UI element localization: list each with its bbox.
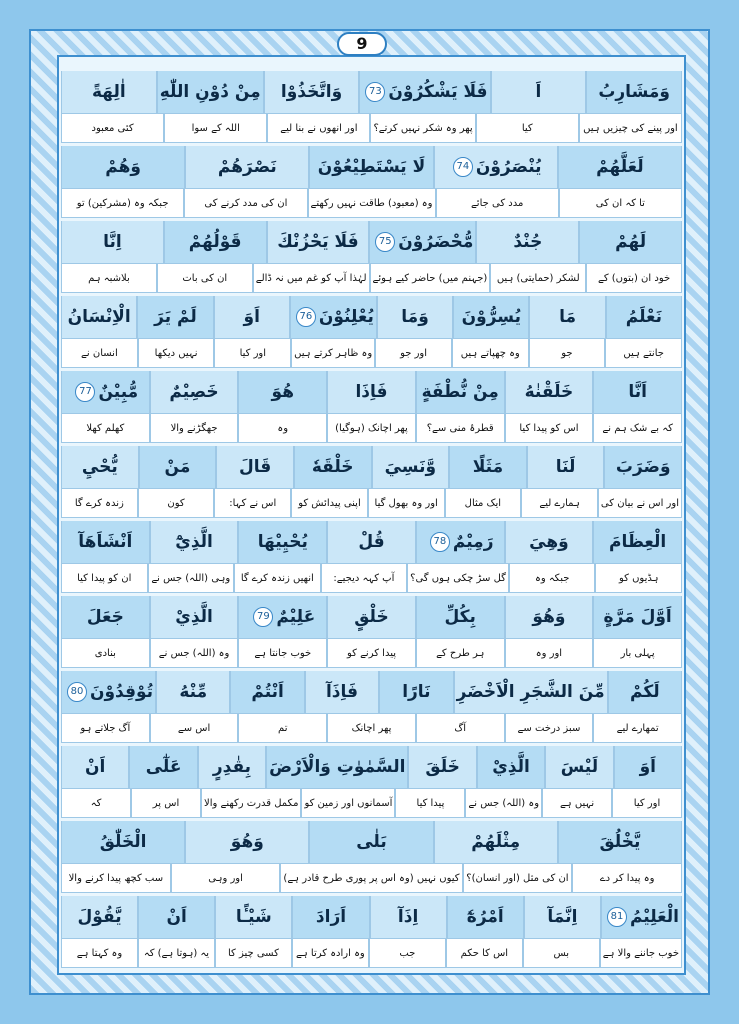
arabic-word-text: قَوْلُهُمْ: [188, 232, 242, 252]
urdu-translation: اور جو: [375, 338, 452, 368]
translation-row: [61, 788, 682, 818]
urdu-translation: وہ (اللہ) جس نے: [465, 788, 542, 818]
urdu-translation: ہمارے لیے: [521, 488, 598, 518]
urdu-translation: اللہ کے سوا: [164, 113, 267, 143]
arabic-word-text: شَيْـًٔا: [235, 907, 272, 927]
urdu-translation: کون: [138, 488, 215, 518]
urdu-translation: اس نے کہا:: [214, 488, 291, 518]
arabic-word: [138, 896, 215, 938]
arabic-word: [238, 371, 327, 413]
arabic-word: [129, 746, 197, 788]
urdu-translation: وہ ظاہر کرتے ہیں: [291, 338, 375, 368]
arabic-word-text: يُّحْيِ: [81, 457, 118, 477]
urdu-translation: وہ ارادہ کرتا ہے: [292, 938, 369, 968]
arabic-word: [477, 746, 545, 788]
arabic-word-text: الْعَلِيْمُ: [629, 907, 679, 927]
urdu-translation: اور وہ: [505, 638, 594, 668]
arabic-word-text: لَمْ يَرَ: [154, 307, 197, 327]
arabic-row: [61, 221, 682, 263]
urdu-translation: جو: [529, 338, 606, 368]
arabic-word-text: خَصِيْمٌ: [169, 382, 219, 402]
urdu-translation: اپنی پیدائش کو: [291, 488, 368, 518]
translation-row: [61, 488, 682, 518]
arabic-word-text: عَلِيْمٌ: [276, 607, 316, 627]
urdu-translation: اور وہی: [171, 863, 281, 893]
arabic-word: [290, 296, 377, 338]
urdu-translation: پیدا کرنے کو: [327, 638, 416, 668]
arabic-word: [593, 596, 682, 638]
urdu-translation: لشکر (حمایتی) ہیں: [490, 263, 586, 293]
arabic-word-text: وَّنَسِيَ: [384, 457, 437, 477]
arabic-word-text: لَيْسَ: [560, 757, 599, 777]
urdu-translation: یہ (ہوتا ہے) کہ: [138, 938, 215, 968]
arabic-word: [214, 296, 290, 338]
urdu-translation: پہلی بار: [593, 638, 682, 668]
arabic-word: [377, 296, 453, 338]
arabic-word: [359, 71, 490, 113]
urdu-translation: نہیں ہے: [542, 788, 612, 818]
arabic-word: [327, 521, 416, 563]
urdu-translation: اور کیا: [214, 338, 291, 368]
urdu-translation: (جہنم میں) حاضر کیے ہوئے: [370, 263, 491, 293]
arabic-word: [264, 71, 360, 113]
urdu-translation: کیا: [476, 113, 579, 143]
urdu-translation: انھیں زندہ کرے گا: [234, 563, 321, 593]
arabic-word: [139, 446, 217, 488]
arabic-word-text: وَهُمْ: [105, 157, 141, 177]
arabic-word: [379, 671, 453, 713]
urdu-translation: جبکہ وہ (مشرکین) تو: [61, 188, 184, 218]
urdu-translation: وہ (اللہ) جس نے: [150, 638, 239, 668]
arabic-word: [150, 596, 239, 638]
arabic-word-text: اَرَادَ: [315, 907, 347, 927]
arabic-row: [61, 71, 682, 113]
arabic-word-text: يَّقُوْلَ: [77, 907, 122, 927]
arabic-word-text: اَنْ: [85, 757, 106, 777]
arabic-word-text: السَّمٰوٰتِ وَالْاَرْضَ: [269, 757, 406, 777]
arabic-word-text: اَوَ: [639, 757, 657, 777]
arabic-word: [416, 371, 505, 413]
arabic-word: [266, 746, 408, 788]
arabic-word-text: عَلٰٓى: [145, 757, 182, 777]
arabic-word: [372, 446, 450, 488]
arabic-word-text: مِّنْهُ: [179, 682, 208, 702]
arabic-word-text: وَهُوَ: [230, 832, 264, 852]
urdu-translation: اور کیا: [612, 788, 682, 818]
page-border-frame: [29, 29, 710, 995]
arabic-word: [527, 446, 605, 488]
arabic-word: [216, 446, 294, 488]
arabic-word: [369, 221, 476, 263]
verse-line: [61, 71, 682, 143]
arabic-word: [434, 821, 558, 863]
arabic-word-text: مُّبِيْنٌ: [98, 382, 139, 402]
urdu-translation: گل سڑ چکی ہوں گی؟: [407, 563, 509, 593]
urdu-translation: وہ (معبود) طاقت نہیں رکھتے: [308, 188, 436, 218]
arabic-word-text: خَلَقْنٰهُ: [524, 382, 574, 402]
urdu-translation: ہڈیوں کو: [595, 563, 682, 593]
arabic-word-text: الَّذِيْ: [175, 607, 213, 627]
urdu-translation: قطرۂ منی سے؟: [416, 413, 505, 443]
translation-row: [61, 563, 682, 593]
page-number-badge: 9: [337, 32, 387, 56]
arabic-word-text: وَمَشَارِبُ: [598, 82, 670, 102]
urdu-translation: کہ بے شک ہم نے: [593, 413, 682, 443]
arabic-word-text: يُسِرُّوْنَ: [461, 307, 521, 327]
arabic-word-text: وَاتَّخَذُوْا: [280, 82, 343, 102]
arabic-word-text: رَمِيْمٌ: [452, 532, 494, 552]
arabic-word: [61, 746, 129, 788]
verse-number-marker: 81: [607, 907, 627, 927]
arabic-word: [61, 446, 139, 488]
arabic-word: [61, 296, 137, 338]
arabic-word-text: الْعِظَامَ: [609, 532, 667, 552]
arabic-word-text: الَّذِيْ: [492, 757, 530, 777]
arabic-word-text: مِثْلَهُمْ: [471, 832, 521, 852]
arabic-word: [453, 296, 529, 338]
urdu-translation: وہ کہتا ہے: [61, 938, 138, 968]
urdu-translation: ان کی مدد کرنے کی: [184, 188, 307, 218]
arabic-word-text: يُنْصَرُوْنَ: [475, 157, 542, 177]
verse-line: [61, 821, 682, 893]
urdu-translation: لہٰذا آپ کو غم میں نہ ڈالے: [253, 263, 370, 293]
arabic-word: [606, 296, 682, 338]
arabic-word: [447, 896, 524, 938]
urdu-translation: پھر اچانک (ہوگیا): [327, 413, 416, 443]
arabic-word-text: يُعْلِنُوْنَ: [318, 307, 374, 327]
arabic-word-text: لَكُمْ: [630, 682, 660, 702]
arabic-word-text: اَنْتُمْ: [251, 682, 284, 702]
urdu-translation: ہر طرح کے: [416, 638, 505, 668]
arabic-word: [156, 671, 230, 713]
arabic-word-text: لَهُمْ: [615, 232, 647, 252]
urdu-translation: اور انھوں نے بنا لیے: [267, 113, 370, 143]
arabic-word-text: مِنْ دُوْنِ اللّٰهِ: [159, 82, 261, 102]
arabic-word: [305, 671, 379, 713]
arabic-word: [586, 71, 682, 113]
arabic-word-text: جَعَلَ: [86, 607, 124, 627]
arabic-word: [137, 296, 213, 338]
arabic-word-text: فَاِذَآ: [325, 682, 359, 702]
verse-line: [61, 671, 682, 743]
arabic-word-text: قَالَ: [238, 457, 272, 477]
arabic-word-text: اَمْرُهٗٓ: [466, 907, 504, 927]
arabic-word-text: خَلْقَهٗ: [311, 457, 354, 477]
arabic-word-text: فَاِذَا: [355, 382, 388, 402]
arabic-word: [198, 746, 266, 788]
arabic-word-text: نَارًا: [402, 682, 431, 702]
arabic-row: [61, 446, 682, 488]
verse-line: [61, 221, 682, 293]
arabic-word-text: اَنَّا: [628, 382, 647, 402]
translation-row: [61, 188, 682, 218]
urdu-translation: وہ: [238, 413, 327, 443]
arabic-word: [614, 746, 682, 788]
urdu-translation: جھگڑنے والا: [150, 413, 239, 443]
arabic-word-text: لَعَلَّهُمْ: [596, 157, 644, 177]
arabic-row: [61, 746, 682, 788]
urdu-translation: سبز درخت سے: [505, 713, 594, 743]
arabic-word-text: اِذَآ: [397, 907, 419, 927]
arabic-word-text: مُّحْضَرُوْنَ: [398, 232, 474, 252]
arabic-word: [294, 446, 372, 488]
arabic-word-text: وَهُوَ: [532, 607, 566, 627]
arabic-word: [505, 596, 594, 638]
arabic-word-text: فَلَا يَحْزُنْكَ: [277, 232, 359, 252]
verse-line: [61, 146, 682, 218]
arabic-word: [558, 821, 682, 863]
urdu-translation: آگ جلاتے ہو: [61, 713, 150, 743]
arabic-word: [238, 596, 327, 638]
translation-row: [61, 938, 682, 968]
arabic-word: [267, 221, 370, 263]
arabic-word-text: فَلَا يَشْكُرُوْنَ: [388, 82, 488, 102]
arabic-word: [61, 371, 150, 413]
arabic-word: [61, 896, 138, 938]
verse-line: [61, 596, 682, 668]
urdu-translation: انسان نے: [61, 338, 138, 368]
urdu-translation: اس سے: [150, 713, 239, 743]
urdu-translation: وہی (اللہ) جس نے: [148, 563, 235, 593]
arabic-row: [61, 821, 682, 863]
urdu-translation: کیوں نہیں (وہ اس پر پوری طرح قادر ہے): [280, 863, 462, 893]
arabic-word: [593, 521, 682, 563]
urdu-translation: خوب جانتا ہے: [238, 638, 327, 668]
arabic-word-text: تُوْقِدُوْنَ: [89, 682, 154, 702]
arabic-word: [185, 821, 309, 863]
arabic-word: [185, 146, 309, 188]
arabic-row: [61, 671, 682, 713]
arabic-word: [579, 221, 682, 263]
arabic-word-text: اَنْشَاَهَآ: [78, 532, 133, 552]
translation-row: [61, 263, 682, 293]
arabic-word: [529, 296, 605, 338]
arabic-word: [370, 896, 447, 938]
arabic-word: [327, 371, 416, 413]
arabic-word-text: خَلَقَ: [425, 757, 460, 777]
translation-row: [61, 413, 682, 443]
arabic-word: [61, 671, 156, 713]
arabic-word: [61, 221, 164, 263]
verse-line: [61, 521, 682, 593]
urdu-translation: آگ: [416, 713, 505, 743]
arabic-word: [545, 746, 613, 788]
urdu-translation: کھلم کھلا: [61, 413, 150, 443]
arabic-word: [215, 896, 292, 938]
arabic-word-text: الْخَلّٰقُ: [99, 832, 147, 852]
arabic-word: [416, 596, 505, 638]
arabic-word: [454, 671, 608, 713]
urdu-translation: سب کچھ پیدا کرنے والا: [61, 863, 171, 893]
arabic-word-text: الْاِنْسَانُ: [67, 307, 131, 327]
arabic-word-text: لَنَا: [555, 457, 576, 477]
urdu-translation: آسمانوں اور زمین کو: [301, 788, 395, 818]
arabic-word: [505, 371, 594, 413]
urdu-translation: نہیں دیکھا: [138, 338, 215, 368]
arabic-word: [505, 521, 594, 563]
arabic-word-text: بِقٰدِرٍ: [212, 757, 252, 777]
arabic-word-text: هُوَ: [271, 382, 294, 402]
arabic-word-text: نَصْرَهُمْ: [217, 157, 277, 177]
arabic-word: [150, 371, 239, 413]
verse-number-marker: 76: [296, 307, 316, 327]
urdu-translation: مکمل قدرت رکھنے والا: [201, 788, 301, 818]
urdu-translation: بلاشبہ ہم: [61, 263, 157, 293]
arabic-word-text: مَثَلًا: [472, 457, 504, 477]
arabic-word: [164, 221, 267, 263]
urdu-translation: جبکہ وہ: [509, 563, 596, 593]
urdu-translation: کسی چیز کا: [215, 938, 292, 968]
arabic-word-text: نَعْلَمُ: [625, 307, 662, 327]
urdu-translation: پھر اچانک: [327, 713, 416, 743]
urdu-translation: خود ان (بتوں) کے: [586, 263, 682, 293]
arabic-word: [150, 521, 239, 563]
translation-row: [61, 338, 682, 368]
translation-row: [61, 713, 682, 743]
arabic-word: [238, 521, 327, 563]
verse-number-marker: 74: [453, 157, 473, 177]
urdu-translation: اس کا حکم: [446, 938, 523, 968]
urdu-translation: وہ پیدا کر دے: [572, 863, 682, 893]
urdu-translation: اور وہ بھول گیا: [368, 488, 445, 518]
arabic-word-text: جُنْدٌ: [513, 232, 543, 252]
arabic-word-text: قُلْ: [358, 532, 385, 552]
verse-number-marker: 73: [365, 82, 385, 102]
arabic-word-text: مَنْ: [164, 457, 191, 477]
arabic-word-text: مِّنَ الشَّجَرِ الْاَخْضَرِ: [456, 682, 605, 702]
arabic-word: [61, 821, 185, 863]
urdu-translation: ایک مثال: [445, 488, 522, 518]
arabic-word-text: يُحْيِيْهَا: [257, 532, 308, 552]
arabic-word-text: اٰلِهَةً: [92, 82, 126, 102]
page-content: [57, 55, 686, 975]
arabic-word-text: مِنْ نُّطْفَةٍ: [421, 382, 499, 402]
arabic-row: [61, 596, 682, 638]
arabic-word: [476, 221, 579, 263]
arabic-word-text: وَهِيَ: [529, 532, 569, 552]
urdu-translation: آپ کہہ دیجیے:: [321, 563, 408, 593]
urdu-translation: خوب جاننے والا ہے: [600, 938, 682, 968]
urdu-translation: پھر وہ شکر نہیں کرتے؟: [370, 113, 475, 143]
arabic-word: [524, 896, 601, 938]
arabic-word-text: يَّخْلُقَ: [599, 832, 641, 852]
arabic-word: [604, 446, 682, 488]
urdu-translation: کہ: [61, 788, 131, 818]
verse-line: [61, 746, 682, 818]
urdu-translation: اور پینے کی چیزیں ہیں: [579, 113, 682, 143]
arabic-word: [61, 521, 150, 563]
arabic-row: [61, 296, 682, 338]
urdu-translation: جب: [369, 938, 446, 968]
verse-line: [61, 446, 682, 518]
arabic-word: [309, 146, 433, 188]
verse-number-marker: 75: [375, 232, 395, 252]
translation-row: [61, 863, 682, 893]
verse-line: [61, 371, 682, 443]
arabic-word: [608, 671, 682, 713]
urdu-translation: وہ چھپاتے ہیں: [452, 338, 529, 368]
arabic-word-text: وَضَرَبَ: [615, 457, 671, 477]
arabic-word: [593, 371, 682, 413]
urdu-translation: اور اس نے بیان کی: [598, 488, 682, 518]
arabic-word: [327, 596, 416, 638]
arabic-word-text: اَوَّلَ مَرَّةٍ: [603, 607, 672, 627]
arabic-word: [601, 896, 682, 938]
urdu-translation: بس: [523, 938, 600, 968]
urdu-translation: مدد کی جائے: [436, 188, 559, 218]
verse-line: [61, 896, 682, 968]
verse-number-marker: 78: [430, 532, 450, 552]
arabic-word: [157, 71, 264, 113]
arabic-row: [61, 521, 682, 563]
urdu-translation: کئی معبود: [61, 113, 164, 143]
arabic-word: [61, 71, 157, 113]
arabic-word: [230, 671, 304, 713]
arabic-word-text: مَا: [559, 307, 577, 327]
urdu-translation: تا کہ ان کی: [559, 188, 682, 218]
arabic-row: [61, 146, 682, 188]
arabic-word-text: بِكُلِّ: [444, 607, 476, 627]
urdu-translation: جانتے ہیں: [605, 338, 682, 368]
arabic-word-text: اَنْ: [166, 907, 187, 927]
arabic-word: [449, 446, 527, 488]
arabic-word-text: بَلٰى: [356, 832, 387, 852]
verse-number-marker: 79: [253, 607, 273, 627]
translation-row: [61, 638, 682, 668]
urdu-translation: ان کی مثل (اور انسان)؟: [463, 863, 573, 893]
urdu-translation: ان کی بات: [157, 263, 253, 293]
urdu-translation: اس کو پیدا کیا: [505, 413, 594, 443]
urdu-translation: تمھارے لیے: [593, 713, 682, 743]
arabic-row: [61, 896, 682, 938]
verse-line: [61, 296, 682, 368]
verse-number-marker: 77: [75, 382, 95, 402]
arabic-word-text: لَا يَسْتَطِيْعُوْنَ: [317, 157, 426, 177]
arabic-word-text: خَلْقٍ: [354, 607, 389, 627]
arabic-word: [416, 521, 505, 563]
arabic-word-text: اِنَّمَآ: [547, 907, 578, 927]
arabic-word: [434, 146, 558, 188]
arabic-word-text: اَوَ: [243, 307, 260, 327]
urdu-translation: زندہ کرے گا: [61, 488, 138, 518]
arabic-word-text: اَ: [535, 82, 542, 102]
translation-row: [61, 113, 682, 143]
urdu-translation: تم: [238, 713, 327, 743]
urdu-translation: پیدا کیا: [395, 788, 465, 818]
arabic-word: [491, 71, 587, 113]
arabic-word: [292, 896, 369, 938]
arabic-word-text: اِنَّا: [103, 232, 122, 252]
urdu-translation: ان کو پیدا کیا: [61, 563, 148, 593]
urdu-translation: بنادی: [61, 638, 150, 668]
arabic-word: [558, 146, 682, 188]
arabic-word: [309, 821, 433, 863]
arabic-word: [408, 746, 476, 788]
verse-number-marker: 80: [67, 682, 87, 702]
arabic-word: [61, 146, 185, 188]
arabic-word: [61, 596, 150, 638]
arabic-row: [61, 371, 682, 413]
urdu-translation: اس پر: [131, 788, 201, 818]
arabic-word-text: الَّذِيْٓ: [175, 532, 213, 552]
arabic-word-text: وَمَا: [401, 307, 429, 327]
